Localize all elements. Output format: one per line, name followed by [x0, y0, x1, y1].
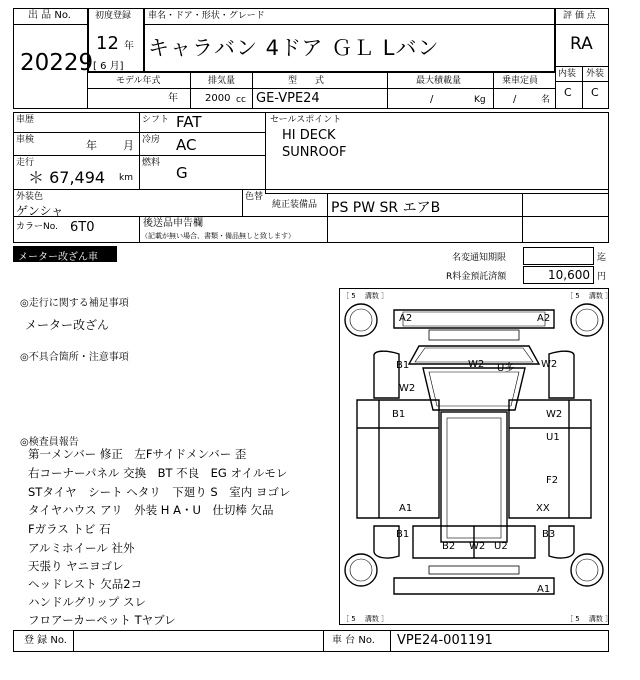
mileage-value: ＊ 67,494 — [28, 168, 106, 187]
damage-mark: U多 — [497, 363, 515, 374]
details-vline-a — [139, 112, 140, 189]
spec-row-mid — [88, 88, 555, 89]
history-label: 車歴 — [16, 115, 35, 125]
first-reg-year: 12 — [96, 33, 119, 54]
model-year-label: モデル年式 — [116, 76, 161, 86]
ac-value: AC — [176, 136, 197, 154]
interior-label: 内装 — [558, 69, 577, 79]
shift-value: FAT — [176, 113, 202, 131]
ext-color-vline — [242, 189, 243, 216]
reg-no-label: 登 録 No. — [24, 635, 67, 646]
max-load-sep: / — [430, 94, 434, 105]
ac-label: 冷房 — [142, 135, 161, 145]
spec-row-top — [88, 72, 555, 73]
spec-vline-3 — [387, 72, 388, 109]
spec-vline-1 — [190, 72, 191, 109]
damage-mark: A1 — [399, 503, 413, 514]
details-hline-4 — [13, 216, 609, 217]
damage-mark: W2 — [469, 541, 486, 552]
inspector-line: フロアーカーペット Tヤブレ — [28, 613, 176, 627]
damage-mark: U2 — [494, 541, 508, 552]
inspector-line: アルミホイール 社外 — [28, 541, 135, 555]
mileage-unit: km — [119, 173, 133, 183]
defect-title: ◎不具合箇所・注意事項 — [20, 352, 129, 363]
car-name-underline — [144, 24, 555, 25]
name-change-unit: 迄 — [597, 253, 607, 263]
lot-no-label: 出 品 No. — [28, 10, 71, 21]
color-no-value: 6T0 — [70, 220, 95, 235]
damage-mark: U1 — [546, 432, 560, 443]
damage-mark: A2 — [399, 313, 413, 324]
odometer-badge-text: メーター改ざん車 — [18, 252, 98, 263]
car-name-value: キャラバン 4ドア ＧＬ Lバン — [148, 36, 440, 60]
details-hline-3 — [13, 189, 609, 190]
equipment-vline — [327, 193, 328, 243]
damage-mark: A1 — [537, 584, 551, 595]
mileage-label: 走行 — [16, 158, 35, 168]
post-doc-label: 後送品申告欄 — [143, 218, 203, 229]
name-change-box — [523, 247, 594, 265]
damage-mark: B1 — [396, 360, 410, 371]
chassis-value: VPE24-001191 — [397, 633, 493, 648]
recycle-unit: 円 — [597, 272, 607, 282]
spec-vline-4 — [493, 72, 494, 109]
car-name-label: 車名・ドア・形状・グレード — [148, 11, 265, 21]
inspector-line: ハンドルグリップ スレ — [28, 595, 146, 609]
sales-point-2: SUNROOF — [282, 145, 347, 160]
color-no-label: カラーNo. — [16, 222, 58, 232]
sales-point-label: セールスポイント — [270, 115, 342, 125]
rating-label: 評 価 点 — [563, 11, 596, 21]
spec-vline-2 — [252, 72, 253, 109]
inspection-year-unit: 年 — [86, 139, 97, 152]
details-hline-1 — [13, 132, 265, 133]
damage-mark: B2 — [442, 541, 456, 552]
first-reg-month: [ 6 月] — [93, 61, 124, 72]
lot-no-value: 20229 — [20, 50, 94, 76]
tire-label-fl: ［ 5 溝数 ］ — [342, 292, 389, 300]
equipment-vline-r — [522, 193, 523, 243]
ext-color-value: ゲンシャ — [16, 204, 64, 218]
name-change-label: 名変通知期限 — [452, 253, 507, 263]
color-no-vline — [139, 216, 140, 243]
inspector-title: ◎検査員報告 — [20, 437, 79, 448]
car-diagram — [339, 288, 609, 625]
equipment-value: PS PW SR エアB — [331, 200, 441, 216]
inspector-line: STタイヤ シート ヘタリ 下廻り S 室内 ヨゴレ — [28, 485, 291, 499]
inspector-line: Fガラス トビ 石 — [28, 522, 111, 536]
details-vline-b — [265, 112, 266, 193]
capacity-label: 乗車定員 — [502, 76, 539, 86]
grade-vdivider — [582, 66, 583, 109]
inspection-month-unit: 月 — [123, 139, 134, 152]
tire-label-rr: ［ 5 溝数 ］ — [566, 615, 613, 623]
inspector-line: タイヤハウス アリ 外装 H A・U 仕切棒 欠品 — [28, 503, 274, 517]
max-load-label: 最大積載量 — [416, 76, 462, 86]
footer-vline-3 — [390, 630, 391, 652]
shift-label: シフト — [142, 115, 170, 125]
driving-note: メーター改ざん — [25, 318, 110, 332]
first-reg-label: 初度登録 — [95, 11, 132, 21]
capacity-unit: 名 — [541, 95, 551, 105]
damage-mark: W2 — [468, 359, 485, 370]
damage-mark: B3 — [542, 529, 556, 540]
rating-value: RA — [570, 34, 593, 54]
displacement-label: 排気量 — [208, 76, 236, 86]
damage-mark: B1 — [396, 529, 410, 540]
footer-vline-1 — [73, 630, 74, 652]
post-doc-note: （記載が無い場合、書類・備品無しと致します） — [141, 232, 295, 240]
rating-underline — [555, 24, 609, 25]
sales-point-1: HI DECK — [282, 128, 336, 143]
ext-color-label: 外装色 — [16, 192, 44, 202]
driving-title: ◎走行に関する補足事項 — [20, 298, 129, 309]
displacement-value: 2000 — [205, 93, 231, 104]
tire-label-rl: ［ 5 溝数 ］ — [342, 615, 389, 623]
recycle-value: 10,600 — [548, 268, 590, 282]
equipment-label: 純正装備品 — [272, 200, 318, 210]
type-label: 型 式 — [288, 76, 325, 86]
details-hline-3b — [265, 193, 609, 194]
first-reg-year-unit: 年 — [124, 41, 134, 52]
details-hline-2 — [13, 155, 265, 156]
recycle-label: R料金預託済額 — [446, 272, 507, 282]
inspector-line: 第一メンバー 修正 左Fサイドメンバー 歪 — [28, 447, 247, 461]
fuel-value: G — [176, 164, 188, 182]
repaint-label: 色替 — [245, 192, 264, 202]
inspector-line: 右コーナーパネル 交換 BT 不良 EG オイルモレ — [28, 466, 288, 480]
inspector-line: 天張り ヤニヨゴレ — [28, 559, 124, 573]
max-load-unit: Kg — [474, 95, 486, 105]
damage-mark: XX — [536, 503, 550, 514]
displacement-unit: cc — [236, 95, 246, 105]
damage-mark: W2 — [546, 409, 563, 420]
footer-vline-2 — [323, 630, 324, 652]
interior-grade: C — [564, 86, 572, 99]
type-value: GE-VPE24 — [256, 91, 320, 106]
damage-mark: B1 — [392, 409, 406, 420]
inspector-line: ヘッドレスト 欠品2コ — [28, 577, 143, 591]
damage-mark: W2 — [399, 383, 416, 394]
model-year-unit: 年 — [168, 93, 178, 104]
tire-label-fr: ［ 5 溝数 ］ — [566, 292, 613, 300]
grade-label-divider — [555, 81, 609, 82]
inspection-label: 車検 — [16, 135, 35, 145]
exterior-grade: C — [591, 86, 599, 99]
footer-frame — [13, 630, 609, 652]
damage-mark: A2 — [537, 313, 551, 324]
damage-mark: W2 — [541, 359, 558, 370]
exterior-label: 外装 — [586, 69, 605, 79]
capacity-sep: / — [513, 94, 517, 105]
fuel-label: 燃料 — [142, 158, 161, 168]
damage-mark: F2 — [546, 475, 559, 486]
chassis-label: 車 台 No. — [332, 635, 375, 646]
